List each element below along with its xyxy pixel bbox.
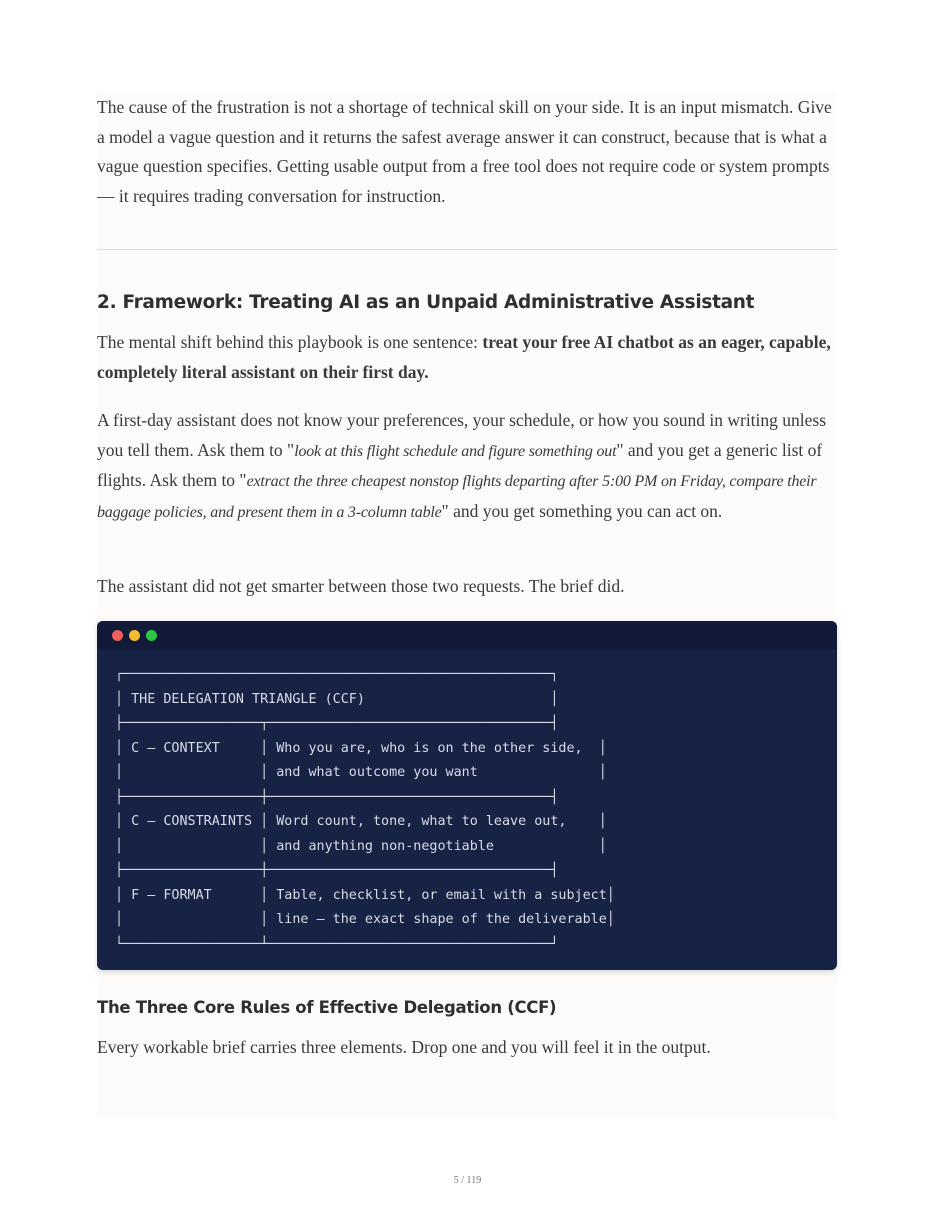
brief-paragraph: The assistant did not get smarter between those two requests. The brief did. — [97, 576, 625, 596]
example-text-2: " and you get a generic list of flights. Ask them to " — [97, 439, 823, 490]
rules-paragraph: Every workable brief carries three elements. Drop one and you will feel it in the output. — [97, 1037, 711, 1057]
close-dot-icon — [112, 630, 123, 641]
intro-paragraph: The cause of the frustration is not a shortage of technical skill on your side. It is an input mismatch. Give a model a vague question and it returns the safest average answer it can construct, because that is what a vague question specifies. Getting usable output from a free tool does not require code or system prompts — it requires trading conversation for instruction. — [97, 97, 832, 206]
mental-shift-bold: treat your free AI chatbot as an eager, capable, completely literal assistant on their first day. — [97, 332, 831, 382]
code-window — [97, 621, 837, 970]
specific-request-example: extract the three cheapest nonstop flights departing after 5:00 PM on Friday, compare their baggage policies, and present them in a 3-column table — [97, 473, 817, 521]
section-heading: 2. Framework: Treating AI as an Unpaid Administrative Assistant — [97, 292, 755, 313]
section-divider — [97, 249, 837, 250]
example-text-1: A first-day assistant does not know your preferences, your schedule, or how you sound in writing unless you tell them. Ask them to " — [97, 410, 827, 460]
vague-request-example: look at this flight schedule and figure something out — [294, 442, 617, 460]
mental-shift-prefix: The mental shift behind this playbook is one sentence: — [97, 332, 483, 352]
code-window-titlebar — [97, 621, 837, 650]
assistant-example-paragraph — [97, 406, 837, 527]
page-number: 5 / 119 — [453, 1175, 482, 1186]
example-text-3: " and you get something you can act on. — [441, 500, 723, 521]
rules-heading: The Three Core Rules of Effective Delegation (CCF) — [97, 998, 557, 1017]
mental-shift-paragraph — [97, 328, 837, 387]
maximize-dot-icon — [146, 630, 157, 641]
minimize-dot-icon — [129, 630, 140, 641]
delegation-triangle-diagram: ┌─────────────────────────────────────────────────────┐ │ THE DELEGATION TRIANGLE (CCF) │ ├─────────────────┬───────────────────────────────────┤ │ C — CONTEXT │ Who you are, who is on the other side, │ │ │ and what outcome you want │ ├─────────────────┼───────────────────────────────────┤ │ C — CONSTRAINTS │ Word count, tone, what to leave out, │ │ │ and anything non-negotiable │ ├─────────────────┼───────────────────────────────────┤ │ F — FORMAT │ Table, checklist, or email with a subject│ │ │ line — the exact shape of the deliverable│ └─────────────────┴───────────────────────────────────┘ — [115, 667, 615, 952]
